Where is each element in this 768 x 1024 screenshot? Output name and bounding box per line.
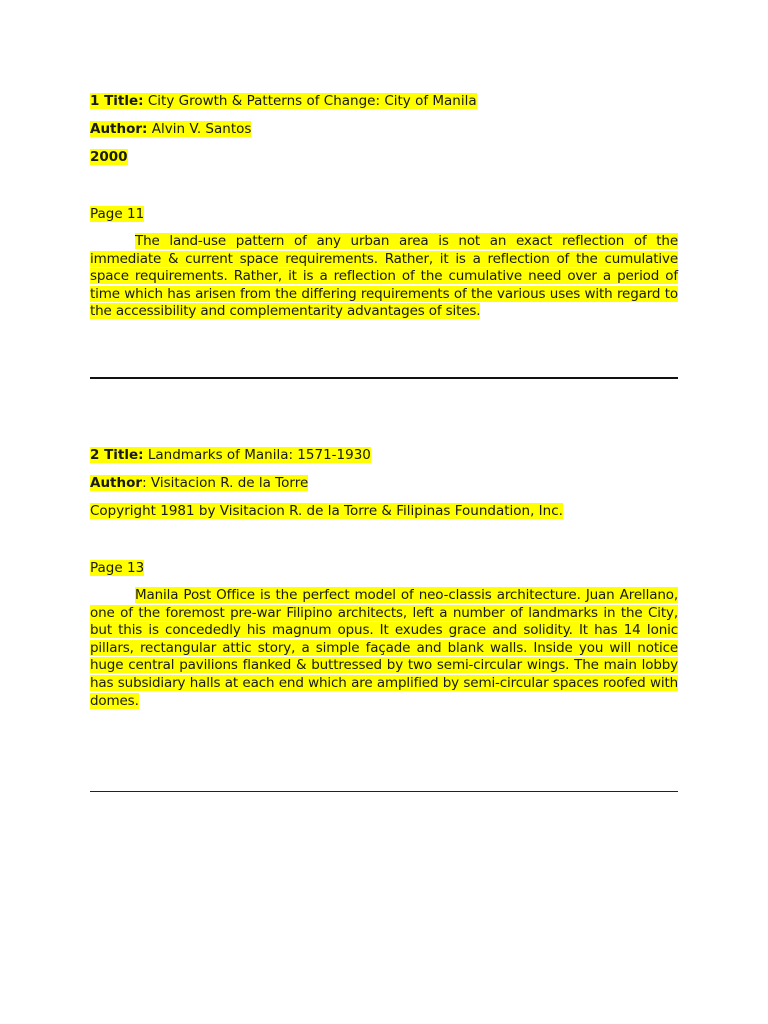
entry-1-title: City Growth & Patterns of Change: City of Manila: [147, 93, 477, 109]
entry-2-title-line: [90, 446, 371, 464]
entry-1-title-line: [90, 92, 477, 110]
entry-1-excerpt: The land-use pattern of any urban area is not an exact reflection of the immediate & current space requirements. Rather, it is a reflection of the cumulative space requirements. Rather, it is a reflection of the cumulative need over a period of time which has arisen from the differing requirements of the various uses with regard to the accessibility and complementarity advantages of sites.: [90, 233, 678, 320]
entry-1-author-line: [90, 120, 251, 138]
entry-1-page: Page 11: [90, 206, 145, 222]
entry-1-page-line: [90, 205, 144, 223]
entry-2-author-line: [90, 474, 308, 492]
entry-2-excerpt: Manila Post Office is the perfect model of neo-classis architecture. Juan Arellano, one of the foremost pre-war Filipino architects, left a number of landmarks in the City, but this is concededly his magnum opus. It exudes grace and solidity. It has 14 Ionic pillars, rectangular attic story, a simple façade and blank walls. Inside you will notice huge central pavilions flanked & buttressed by two semi-circular wings. The main lobby has subsidiary halls at each end which are amplified by semi-circular spaces roofed with domes.: [90, 587, 678, 709]
entry-1-title-label: 1 Title:: [90, 93, 144, 109]
section-divider-2: [90, 791, 678, 792]
entry-1-author: Alvin V. Santos: [151, 121, 252, 137]
entry-1-year-line: [90, 148, 128, 166]
entry-2-page: Page 13: [90, 560, 145, 576]
entry-1-year: 2000: [90, 149, 128, 165]
entry-2-copyright-line: [90, 502, 563, 520]
entry-2-author: : Visitacion R. de la Torre: [142, 475, 309, 491]
entry-2-title-label: 2 Title:: [90, 447, 144, 463]
entry-1-excerpt-block: [90, 233, 678, 321]
entry-2-title: Landmarks of Manila: 1571-1930: [147, 447, 371, 463]
entry-2-author-label: Author: [90, 475, 143, 491]
entry-2-copyright: Copyright 1981 by Visitacion R. de la Torre & Filipinas Foundation, Inc.: [90, 503, 563, 519]
entry-2-page-line: [90, 559, 144, 577]
document-page: [90, 0, 678, 1024]
entry-2-excerpt-block: [90, 587, 678, 710]
entry-1-author-label: Author:: [90, 121, 148, 137]
section-divider-1: [90, 377, 678, 379]
